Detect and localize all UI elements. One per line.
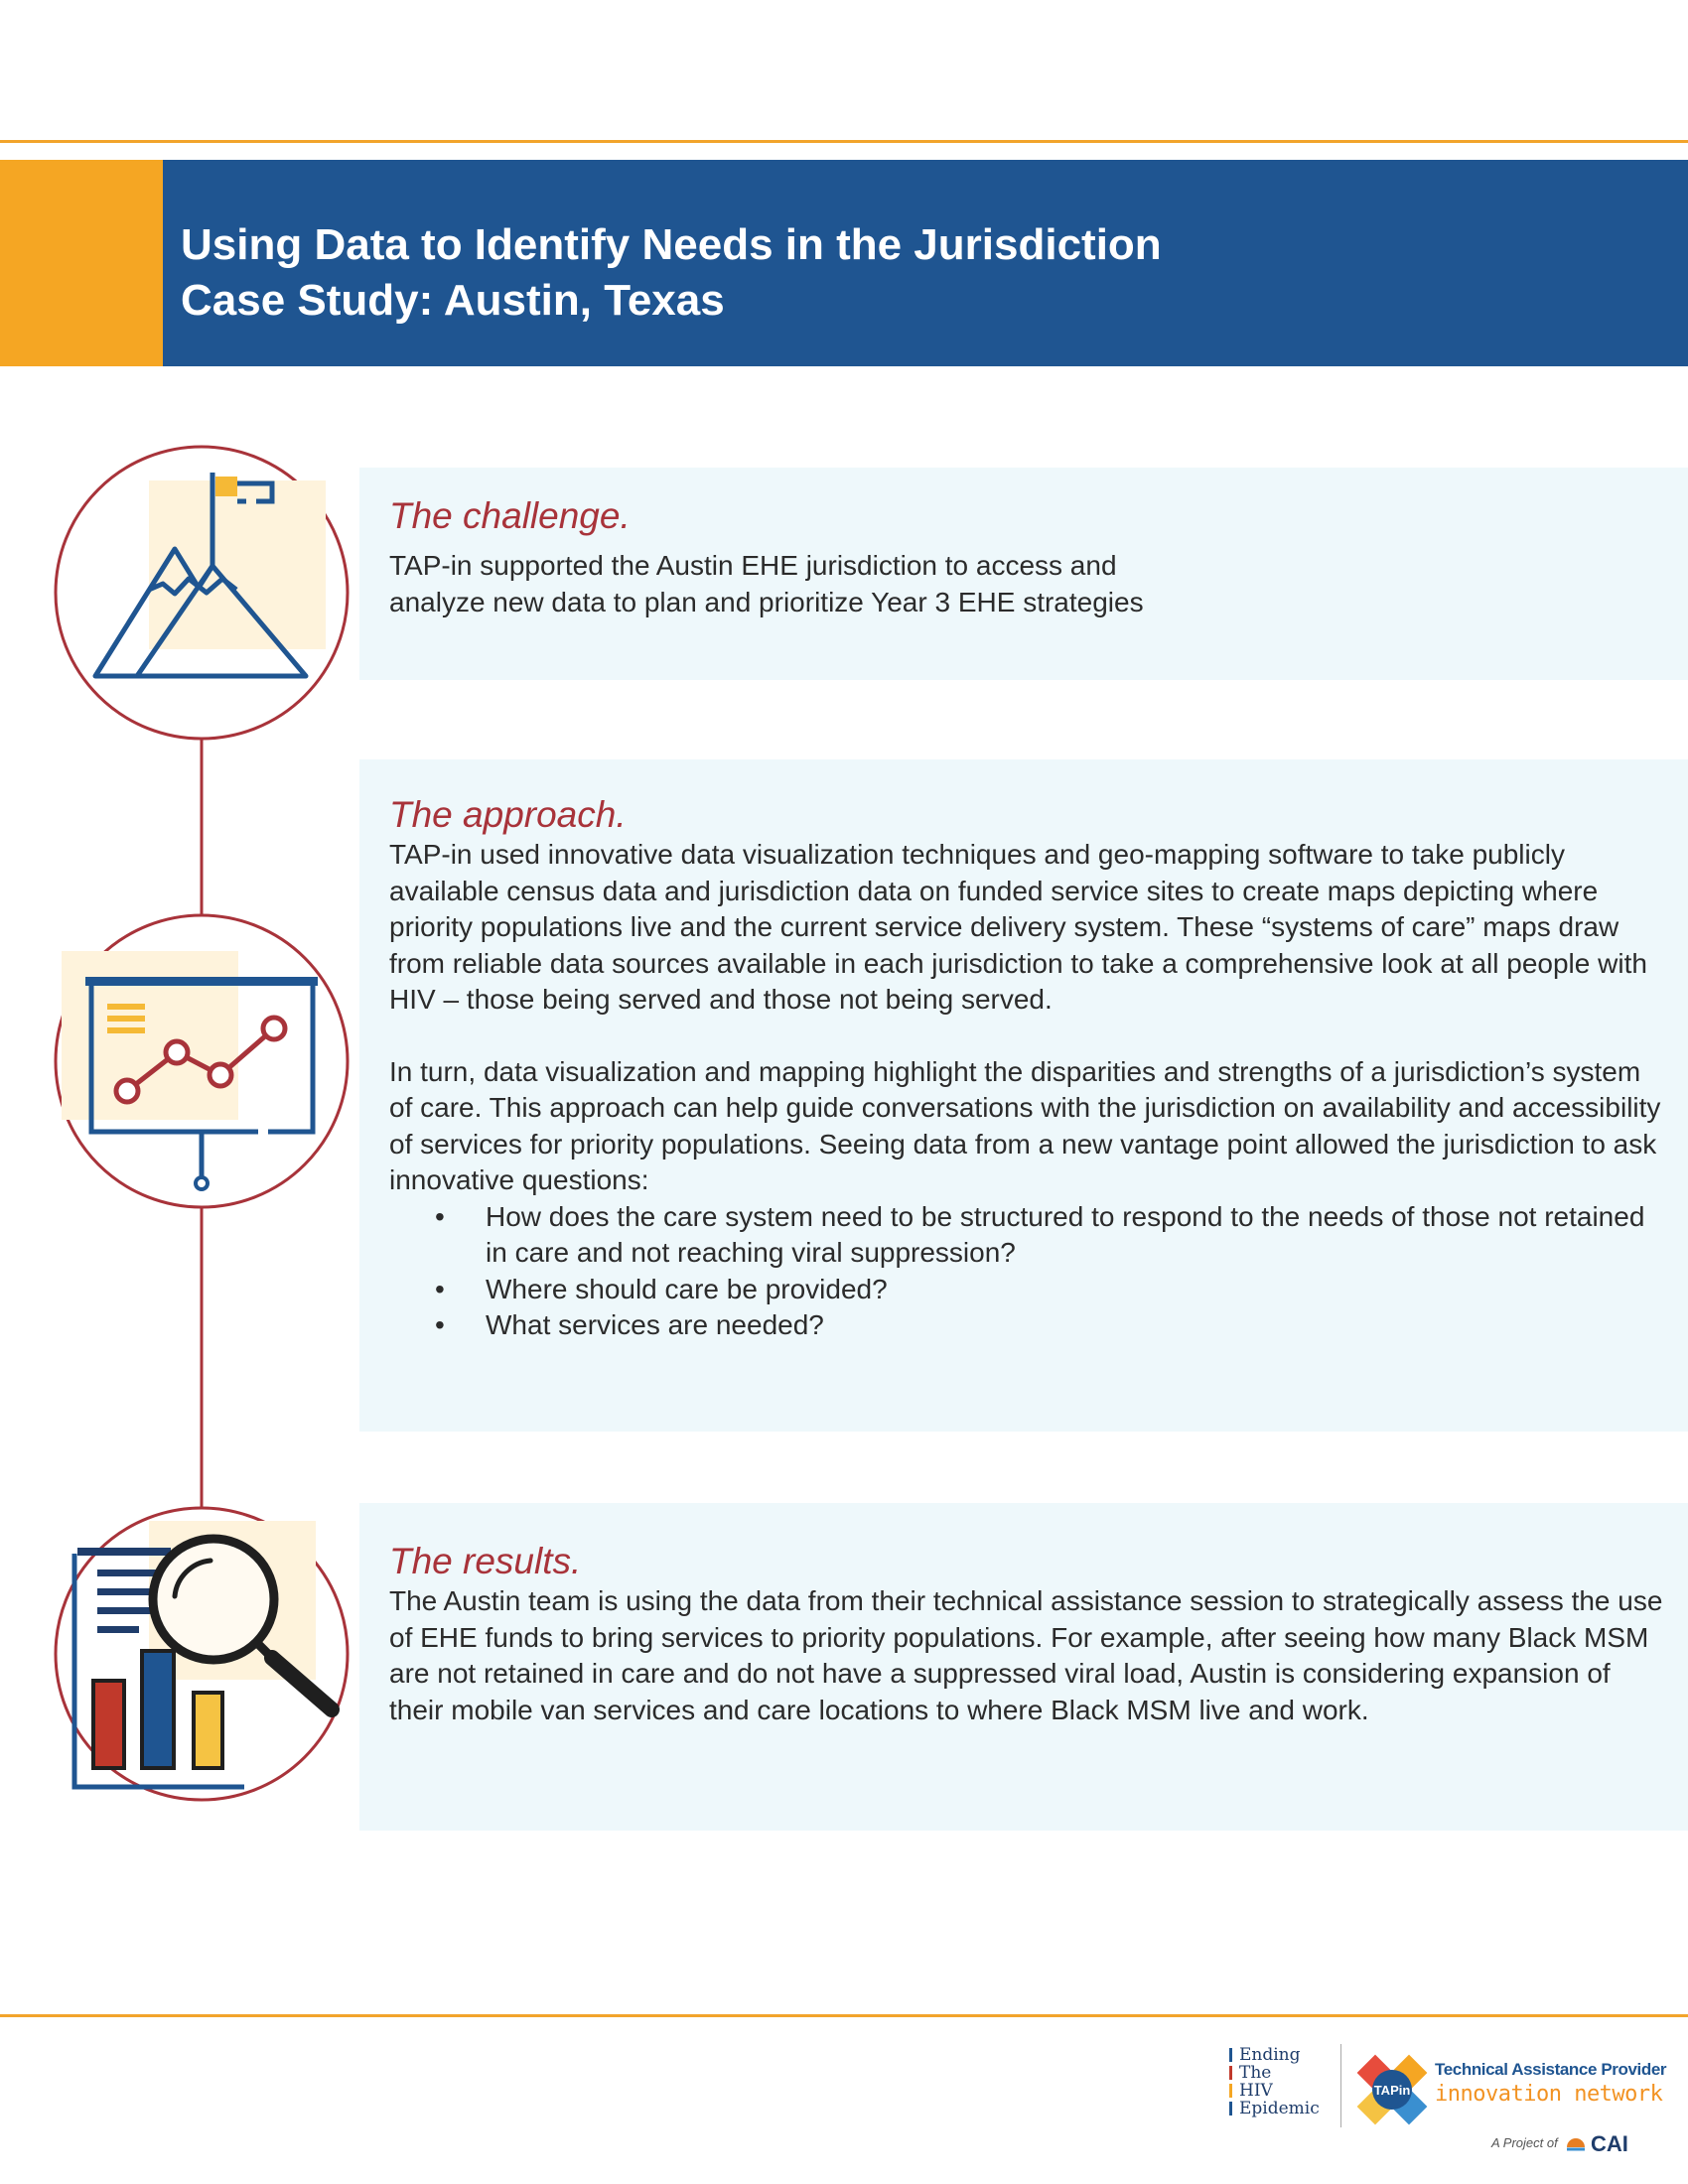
footer-logos [1221, 2040, 1667, 2169]
title-banner [163, 160, 1688, 366]
logo-divider [1340, 2044, 1341, 2127]
list-item: • Where should care be provided? [389, 1272, 1670, 1308]
title-line-1: Using Data to Identify Needs in the Jurisdiction [181, 220, 1162, 269]
project-of-label: A Project of [1491, 2135, 1558, 2150]
results-paragraph: The Austin team is using the data from their technical assistance session to strategically assess the use of EHE funds to bring services to priority populations. For example, after seeing how many Black MSM are not retained in care and do not have a suppressed viral load, Austin is considering expansion of their mobile van services and care locations to where Black MSM live and work. [389, 1585, 1663, 1725]
approach-questions [389, 1199, 1670, 1344]
title-line-2: Case Study: Austin, Texas [181, 276, 725, 325]
presentation-chart-icon [56, 915, 348, 1207]
cai-logo: CAI [1591, 2131, 1628, 2156]
challenge-text [389, 548, 1660, 620]
approach-paragraph-2: In turn, data visualization and mapping highlight the disparities and strengths of a jurisdiction’s system of care. This approach can help guide conversations with the jurisdiction on availability and accessibility of services for priority populations. Seeing data from a new vantage point allowed the jurisdiction to ask innovative questions: [389, 1055, 1661, 1195]
timeline-icons [0, 0, 357, 1837]
tap-in-logo [1356, 2054, 1428, 2125]
challenge-line-1: TAP-in supported the Austin EHE jurisdiction to access and [389, 550, 1117, 581]
challenge-panel [359, 468, 1688, 680]
approach-panel [359, 759, 1688, 1432]
cai-logo-mark [1565, 2133, 1587, 2155]
tap-in-name: Technical Assistance Provider [1435, 2060, 1667, 2079]
approach-paragraph-1: TAP-in used innovative data visualization techniques and geo-mapping software to take publicly available census data and jurisdiction data on funded service sites to create maps depicting where priority populations live and the current service delivery system. These “systems of care” maps draw from reliable data sources available in each jurisdiction to take a comprehensive look at all people with HIV – those being served and those not being served. [389, 839, 1647, 1015]
results-panel [359, 1503, 1688, 1831]
approach-heading: The approach. [389, 794, 627, 835]
list-item: • What services are needed? [389, 1307, 1670, 1344]
ehe-logo: Ending The HIV Epidemic [1229, 2046, 1320, 2117]
challenge-line-2: analyze new data to plan and prioritize Year 3 EHE strategies [389, 586, 1144, 617]
tap-in-badge: TAPin [1373, 2083, 1411, 2098]
challenge-heading: The challenge. [389, 495, 631, 536]
magnifier-bar-chart-icon [56, 1508, 348, 1800]
mountain-flag-icon [56, 447, 348, 739]
list-item: • How does the care system need to be structured to respond to the needs of those not retained in care and not reaching viral suppression? [389, 1199, 1670, 1272]
results-heading: The results. [389, 1541, 582, 1581]
tap-in-subtitle: innovation network [1435, 2082, 1663, 2107]
bottom-rule [0, 2014, 1688, 2017]
